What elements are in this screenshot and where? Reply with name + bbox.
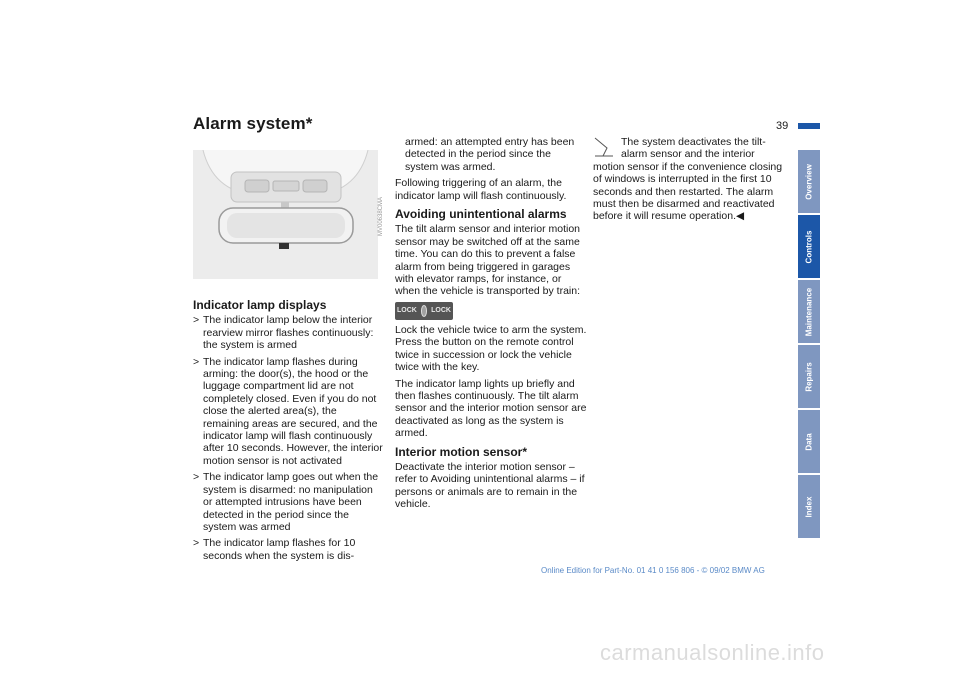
- column-middle: [395, 136, 587, 515]
- list-item-text: The indicator lamp flashes for 10 seconds when the system is dis-: [203, 537, 356, 562]
- list-item: [193, 356, 385, 468]
- continued-list-text: armed: an attempted entry has been detected in the period since the system was armed.: [405, 136, 575, 173]
- watermark: carmanualsonline.info: [600, 640, 825, 665]
- footer-edition-text: Online Edition for Part-No. 01 41 0 156 806 - © 09/02 BMW AG: [541, 566, 765, 575]
- page-accent-bar: [798, 123, 820, 129]
- heading-interior-motion-sensor: Interior motion sensor*: [395, 444, 528, 459]
- tab-label: Controls: [804, 230, 814, 263]
- tab-label: Overview: [804, 163, 814, 200]
- paragraph-indicator-lamp: The indicator lamp lights up briefly and then flashes continuously. The tilt alarm sensor and the interior motion sensor are deactivated as long as the system is armed.: [395, 377, 587, 440]
- paragraph-sensor-switch-off: The tilt alarm sensor and interior motion sensor may be switched off at the same time. You can do this to prevent a false alarm from being triggered in garages with elevator ramps, for instance, or when the vehicle is transported by train:: [395, 223, 581, 298]
- tab-controls[interactable]: [798, 215, 820, 278]
- paragraph-lock-twice: Lock the vehicle twice to arm the system. Press the button on the remote control twice in succession or lock the vehicle twice with the key.: [395, 323, 587, 374]
- column-left: [193, 293, 385, 566]
- tab-repairs[interactable]: [798, 345, 820, 408]
- tab-overview[interactable]: [798, 150, 820, 213]
- heading-avoiding-unintentional-alarms: Avoiding unintentional alarms: [395, 207, 567, 222]
- list-item: [193, 537, 385, 562]
- note-text: The system deactivates the tilt-alarm sensor and the interior motion sensor if the convenience closing of windows is interrupted in the first 10 seconds and then restarted. The alarm must then be disarmed and reactivated before it will resume operation.: [593, 136, 783, 223]
- bullet-mark: >: [193, 355, 200, 368]
- chapter-tabs: [798, 150, 820, 540]
- note-paragraph: [593, 136, 785, 223]
- tab-label: Repairs: [804, 361, 814, 392]
- lock-button-icon: [395, 302, 453, 320]
- paragraph-alarm-trigger: Following triggering of an alarm, the indicator lamp will flash continuously.: [395, 177, 567, 202]
- heading-indicator-lamp-displays: Indicator lamp displays: [193, 298, 327, 312]
- lock-label: LOCK: [431, 306, 451, 314]
- list-item-text: The indicator lamp below the interior rearview mirror flashes continuously: the system is armed: [203, 314, 374, 352]
- list-item: [193, 314, 385, 351]
- lock-button-dot-icon: [421, 305, 427, 317]
- tab-label: Index: [804, 496, 814, 517]
- tab-label: Maintenance: [804, 287, 814, 336]
- end-mark-icon: ◀: [736, 210, 745, 223]
- rearview-mirror-photo: [193, 150, 378, 279]
- bullet-mark: >: [193, 537, 200, 550]
- bullet-mark: >: [193, 314, 200, 327]
- tab-maintenance[interactable]: [798, 280, 820, 343]
- bullet-mark: >: [193, 471, 200, 484]
- tab-data[interactable]: [798, 410, 820, 473]
- note-icon: [593, 136, 615, 158]
- list-item-text: The indicator lamp flashes during arming: the door(s), the hood or the luggage compartment lid are not completely closed. Even if you do not close the alerted area(s), the remaining areas are secured, and the indicator lamp will flash continuously after 10 seconds. However, the interior motion sensor is not activated: [203, 355, 383, 467]
- tab-label: Data: [804, 432, 814, 451]
- list-item: [193, 471, 385, 533]
- lock-label: LOCK: [397, 306, 417, 314]
- page-number: 39: [776, 120, 789, 132]
- column-right: [593, 136, 785, 227]
- list-item-text: The indicator lamp goes out when the system is disarmed: no manipulation or attempted intrusions have been detected in the period since the system was armed: [203, 471, 379, 533]
- tab-index[interactable]: [798, 475, 820, 538]
- rearview-mirror-illustration: [193, 150, 378, 279]
- paragraph-motion-sensor: Deactivate the interior motion sensor – refer to Avoiding unintentional alarms – if persons or animals are to remain in the vehicle.: [395, 460, 585, 511]
- image-code: MV00638CMA: [378, 196, 384, 236]
- page-title: Alarm system*: [193, 114, 313, 133]
